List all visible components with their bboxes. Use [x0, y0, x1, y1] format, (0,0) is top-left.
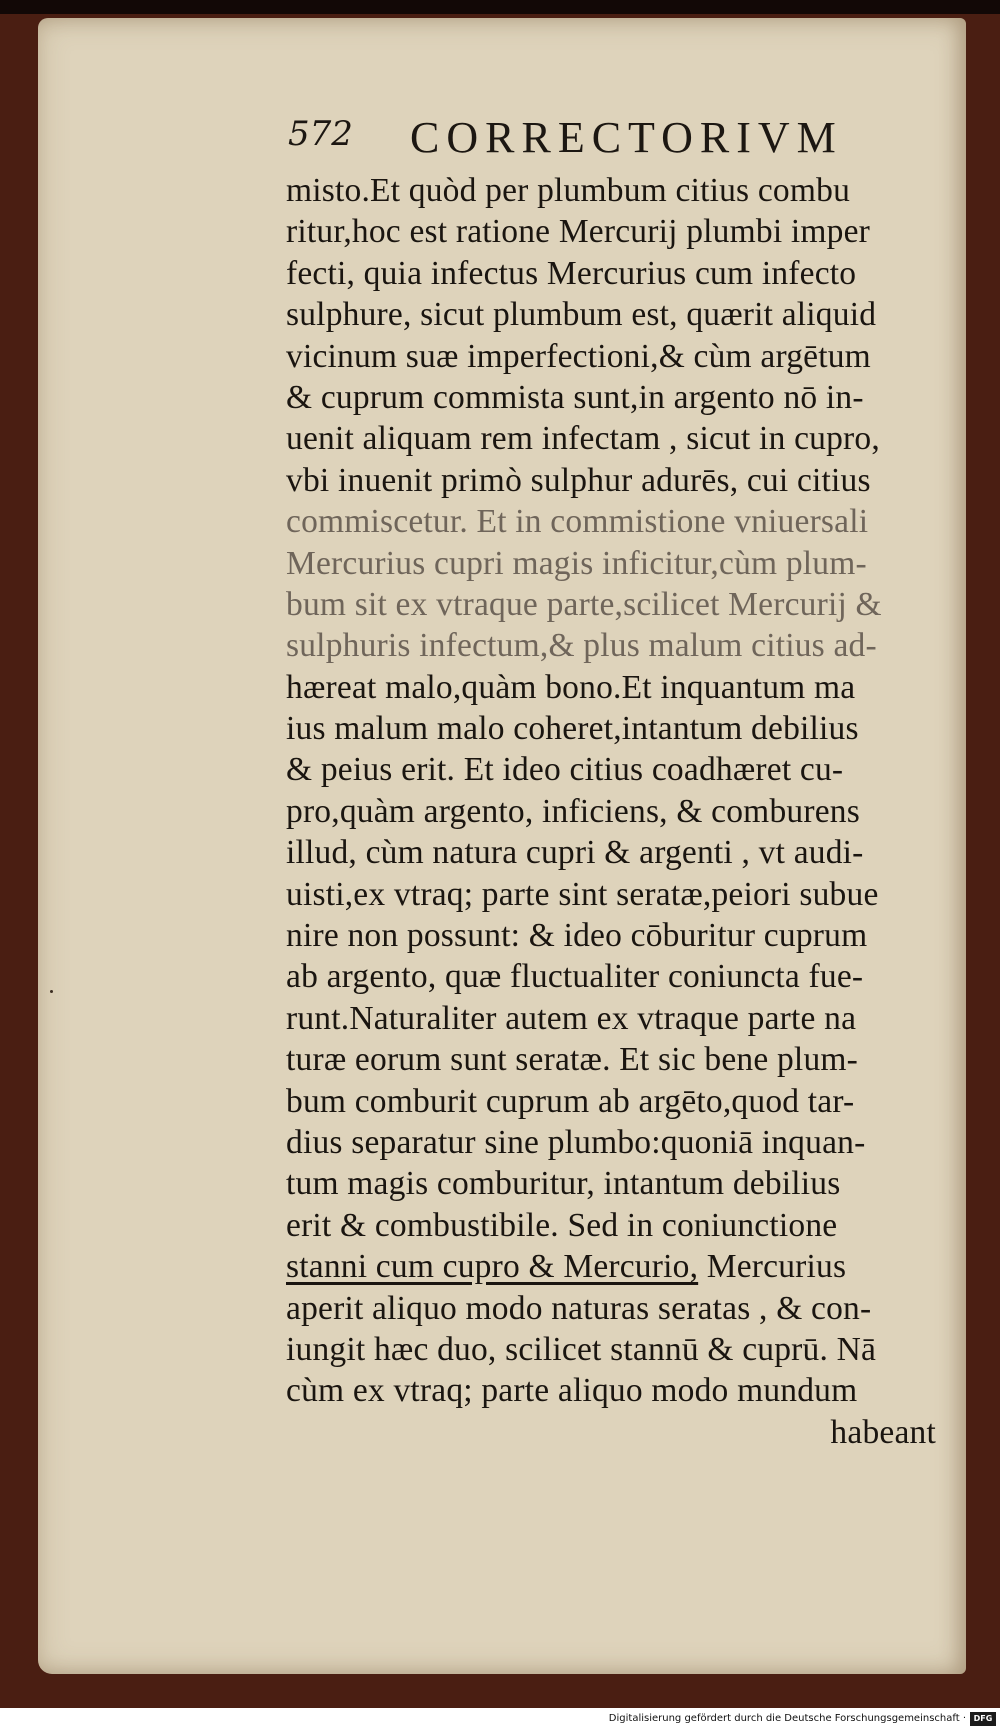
text-line: ius malum malo coheret,intantum debilius — [286, 710, 859, 748]
paper-speck — [50, 990, 53, 993]
catchword: habeant — [830, 1413, 936, 1451]
digitization-footer — [0, 1708, 1000, 1732]
body-text — [286, 170, 966, 1453]
text-line: & cuprum commista sunt,in argento nō in- — [286, 378, 864, 416]
underlined-phrase: stanni cum cupro & Mercurio, — [286, 1248, 699, 1286]
scan-top-edge — [0, 0, 1000, 14]
text-line: nire non possunt: & ideo cōburitur cuprum — [286, 917, 868, 955]
line-remainder: Mercurius — [698, 1248, 847, 1286]
text-line: cùm ex vtraq; parte aliquo modo mundum — [286, 1372, 858, 1410]
text-line: pro,quàm argento, inficiens, & comburens — [286, 792, 860, 830]
text-line: sulphure, sicut plumbum est, quærit aliquid — [286, 296, 877, 334]
text-line: dius separatur sine plumbo:quoniā inquan- — [286, 1123, 866, 1161]
funding-credit: Digitalisierung gefördert durch die Deutsche Forschungsgemeinschaft · — [608, 1713, 966, 1724]
text-line: vbi inuenit primò sulphur adurēs, cui citius — [286, 461, 871, 499]
text-line: tum magis comburitur, intantum debilius — [286, 1165, 841, 1203]
text-line — [286, 1246, 966, 1287]
text-line: uenit aliquam rem infectam , sicut in cupro, — [286, 420, 880, 458]
text-line: commiscetur. Et in commistione vniuersali — [286, 503, 869, 541]
text-line: turæ eorum sunt seratæ. Et sic bene plum- — [286, 1041, 859, 1079]
running-title: CORRECTORIVM — [410, 113, 843, 162]
page-header — [288, 112, 888, 164]
text-line: sulphuris infectum,& plus malum citius ad- — [286, 627, 877, 665]
text-line: ab argento, quæ fluctualiter coniuncta fue- — [286, 958, 864, 996]
text-line: runt.Naturaliter autem ex vtraque parte na — [286, 999, 857, 1037]
text-line: vicinum suæ imperfectioni,& cùm argētum — [286, 337, 871, 375]
text-line: Mercurius cupri magis inficitur,cùm plum- — [286, 544, 867, 582]
text-line: iungit hæc duo, scilicet stannū & cuprū. Nā — [286, 1330, 877, 1368]
text-line: illud, cùm natura cupri & argenti , vt audi- — [286, 834, 864, 872]
text-line: ritur,hoc est ratione Mercurij plumbi imper — [286, 213, 871, 251]
text-line: hæreat malo,quàm bono.Et inquantum ma — [286, 668, 856, 706]
text-line: uisti,ex vtraq; parte sint seratæ,peiori subue — [286, 875, 879, 913]
text-line: bum comburit cuprum ab argēto,quod tar- — [286, 1082, 855, 1120]
dfg-logo: DFG — [970, 1712, 996, 1726]
text-line: aperit aliquo modo naturas seratas , & con- — [286, 1289, 872, 1327]
text-line: erit & combustibile. Sed in coniunctione — [286, 1206, 838, 1244]
text-line: bum sit ex vtraque parte,scilicet Mercurij & — [286, 585, 882, 623]
page-number: 572 — [288, 114, 353, 154]
text-line: & peius erit. Et ideo citius coadhæret cu- — [286, 751, 844, 789]
text-line: misto.Et quòd per plumbum citius combu — [286, 172, 851, 209]
text-line: fecti, quia infectus Mercurius cum infecto — [286, 254, 857, 292]
